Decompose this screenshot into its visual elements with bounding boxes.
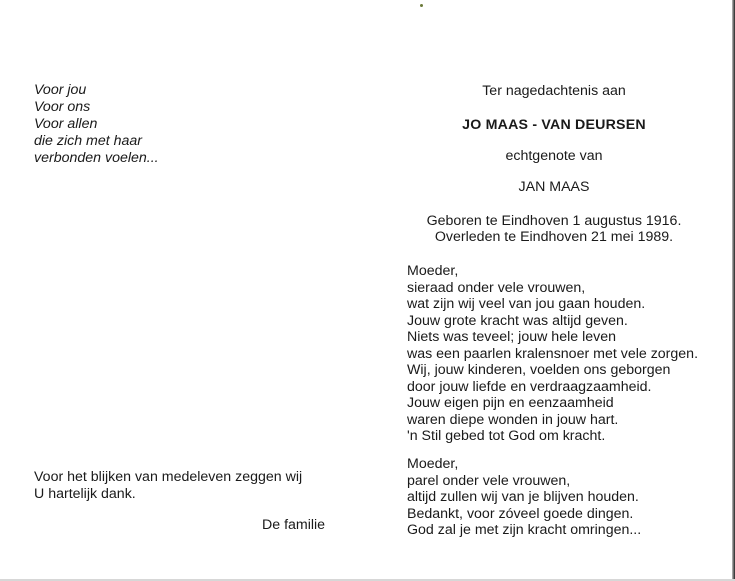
thanks-text [34,469,302,503]
verse-line: door jouw liefde en verdraagzaamheid. [407,378,652,395]
verse-line: wat zijn wij veel van jou gaan houden. [407,296,646,312]
poem-line: die zich met haar [34,133,143,149]
deceased-name: JO MAAS - VAN DEURSEN [462,117,646,133]
verse-one [407,263,698,445]
scan-speck [420,4,423,7]
thanks-line: Voor het blijken van medeleven zeggen wij [34,469,303,485]
poem-line: verbonden voelen... [34,150,159,166]
memorial-heading: Ter nagedachtenis aan [482,83,626,99]
verse-line: Bedankt, voor zóveel goede dingen. [407,505,634,522]
verse-line: God zal je met zijn kracht omringen... [407,522,642,538]
spouse-label: echtgenote van [505,148,603,164]
signature: De familie [262,517,326,533]
left-poem [34,82,159,167]
birth-line: Geboren te Eindhoven 1 augustus 1916. [426,213,682,229]
verse-line: sieraad onder vele vrouwen, [407,279,586,296]
verse-line: Jouw eigen pijn en eenzaamheid [407,395,614,411]
poem-line: Voor ons [34,99,91,115]
death-line: Overleden te Eindhoven 21 mei 1989. [434,229,674,245]
verse-line: Wij, jouw kinderen, voelden ons geborgen [407,362,671,378]
spouse-name: JAN MAAS [518,179,590,195]
verse-line: parel onder vele vrouwen, [407,472,571,489]
verse-line: altijd zullen wij van je blijven houden. [407,489,639,505]
verse-line: waren diepe wonden in jouw hart. [407,411,619,428]
verse-line: was een paarlen kralensnoer met vele zorgen. [407,345,699,362]
poem-line: Voor jou [34,82,87,98]
verse-line: 'n Stil gebed tot God om kracht. [407,428,606,444]
thanks-line: U hartelijk dank. [34,486,136,502]
verse-line: Jouw grote kracht was altijd geven. [407,312,628,329]
verse-line: Niets was teveel; jouw hele leven [407,329,616,345]
verse-line: Moeder, [407,263,459,279]
poem-line: Voor allen [34,116,98,132]
verse-two [407,456,641,539]
verse-line: Moeder, [407,456,459,472]
